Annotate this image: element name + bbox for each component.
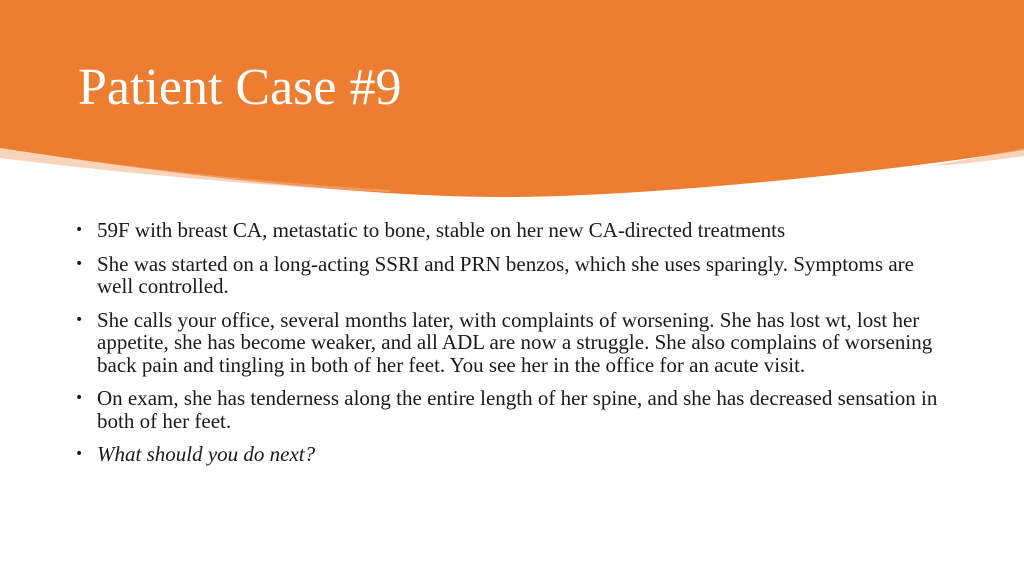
bullet-item: [72, 253, 952, 298]
bullet-text: On exam, she has tenderness along the entire length of her spine, and she has decreased sensation in both of her feet.: [97, 386, 938, 433]
bullet-dot-icon: •: [75, 446, 84, 462]
bullet-list: [72, 219, 952, 477]
bullet-dot-icon: •: [75, 311, 84, 328]
bullet-text: She was started on a long-acting SSRI and PRN benzos, which she uses sparingly. Symptoms are well controlled.: [97, 251, 914, 298]
bullet-question-text: What should you do next?: [97, 442, 316, 466]
slide-title: Patient Case #9: [78, 59, 402, 116]
bullet-dot-icon: •: [75, 255, 84, 272]
bullet-text: She calls your office, several months later, with complaints of worsening. She has lost wt, lost her appetite, she has become weaker, and all ADL are now a struggle. She also complains of worsening back pain and tingling in both of her feet. You see her in the office for an acute visit.: [97, 307, 933, 377]
bullet-item: [72, 309, 952, 377]
bullet-dot-icon: •: [75, 222, 84, 238]
bullet-item: [72, 443, 952, 466]
bullet-text: 59F with breast CA, metastatic to bone, stable on her new CA-directed treatments: [97, 218, 786, 242]
bullet-item: [72, 387, 952, 432]
bullet-item: [72, 219, 952, 242]
bullet-dot-icon: •: [75, 390, 84, 406]
